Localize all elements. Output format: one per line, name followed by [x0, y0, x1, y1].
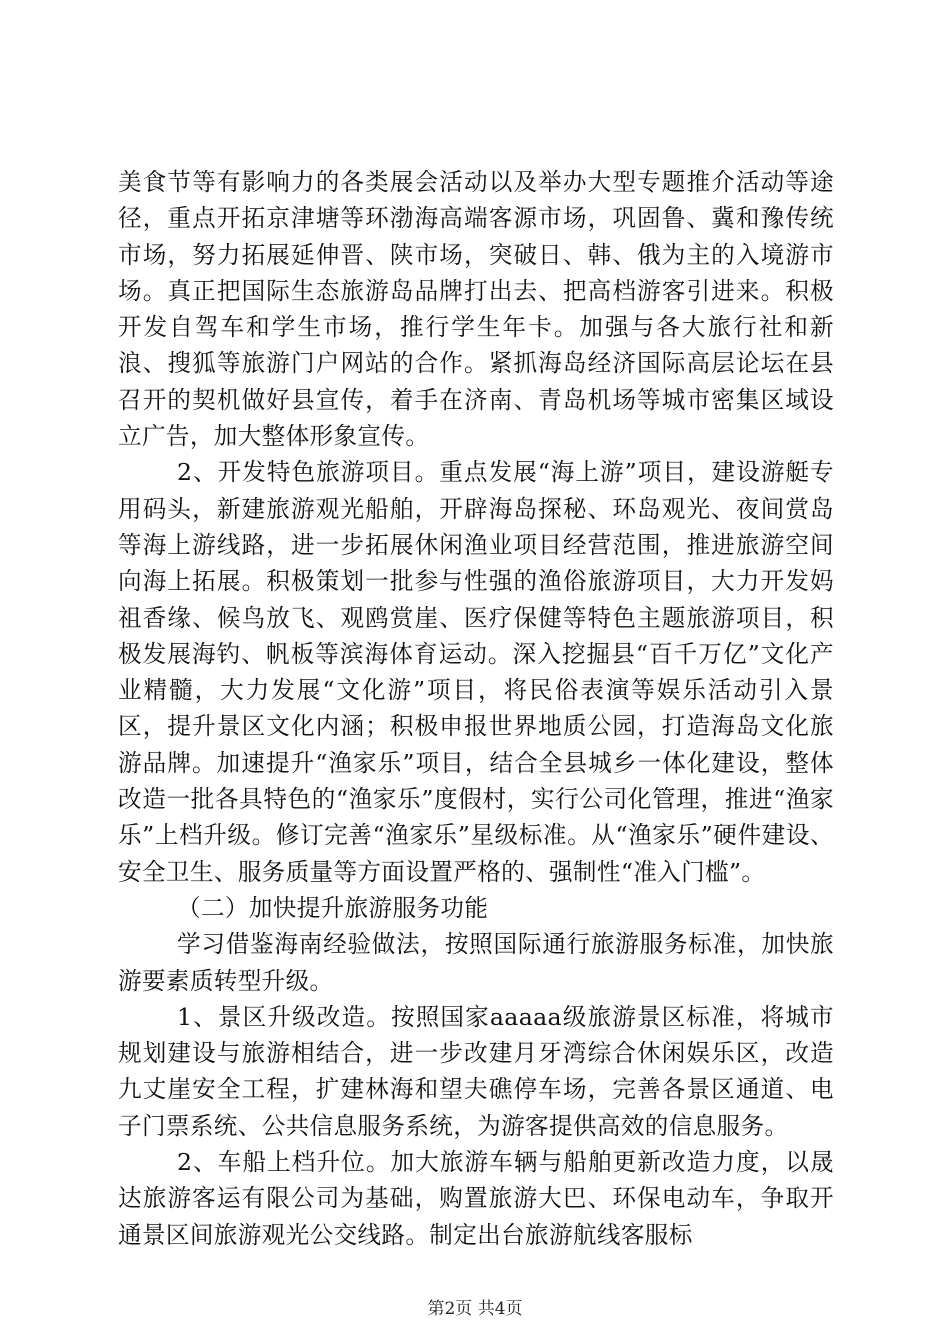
paragraph-scenic-upgrade: 1、景区升级改造。按照国家aaaaa级旅游景区标准，将城市规划建设与旅游相结合，进一步改建月牙湾综合休闲娱乐区，改造九丈崖安全工程，扩建林海和望夫礁停车场，完善各景区通道、电子门票系统、公共信息服务系统，为游客提供高效的信息服务。: [118, 1002, 834, 1140]
document-body: [118, 164, 834, 1253]
paragraph-promotion-markets: 美食节等有影响力的各类展会活动以及举办大型专题推介活动等途径，重点开拓京津塘等环渤海高端客源市场，巩固鲁、冀和豫传统市场，努力拓展延伸晋、陕市场，突破日、韩、俄为主的入境游市场。真正把国际生态旅游岛品牌打出去、把高档游客引进来。积极开发自驾车和学生市场，推行学生年卡。加强与各大旅行社和新浪、搜狐等旅游门户网站的合作。紧抓海岛经济国际高层论坛在县召开的契机做好县宣传，着手在济南、青岛机场等城市密集区域设立广告，加大整体形象宣传。: [118, 168, 834, 451]
paragraph-hainan-experience: 学习借鉴海南经验做法，按照国际通行旅游服务标准，加快旅游要素质转型升级。: [118, 930, 834, 995]
section-heading-service-functions: （二）加快提升旅游服务功能: [177, 893, 489, 922]
paragraph-vehicle-ship-upgrade: 2、车船上档升位。加大旅游车辆与船舶更新改造力度，以晟达旅游客运有限公司为基础，购置旅游大巴、环保电动车，争取开通景区间旅游观光公交线路。制定出台旅游航线客服标: [118, 1148, 834, 1249]
page-footer: 第2页 共4页: [427, 1299, 523, 1319]
paragraph-featured-projects: 2、开发特色旅游项目。重点发展“海上游”项目，建设游艇专用码头，新建旅游观光船舶，开辟海岛探秘、环岛观光、夜间赏岛等海上游线路，进一步拓展休闲渔业项目经营范围，推进旅游空间向海上拓展。积极策划一批参与性强的渔俗旅游项目，大力开发妈祖香缘、候鸟放飞、观鸥赏崖、医疗保健等特色主题旅游项目，积极发展海钓、帆板等滨海体育运动。深入挖掘县“百千万亿”文化产业精髓，大力发展“文化游”项目，将民俗表演等娱乐活动引入景区，提升景区文化内涵；积极申报世界地质公园，打造海岛文化旅游品牌。加速提升“渔家乐”项目，结合全县城乡一体化建设，整体改造一批各具特色的“渔家乐”度假村，实行公司化管理，推进“渔家乐”上档升级。修订完善“渔家乐”星级标准。从“渔家乐”硬件建设、安全卫生、服务质量等方面设置严格的、强制性“准入门槛”。: [118, 458, 834, 886]
